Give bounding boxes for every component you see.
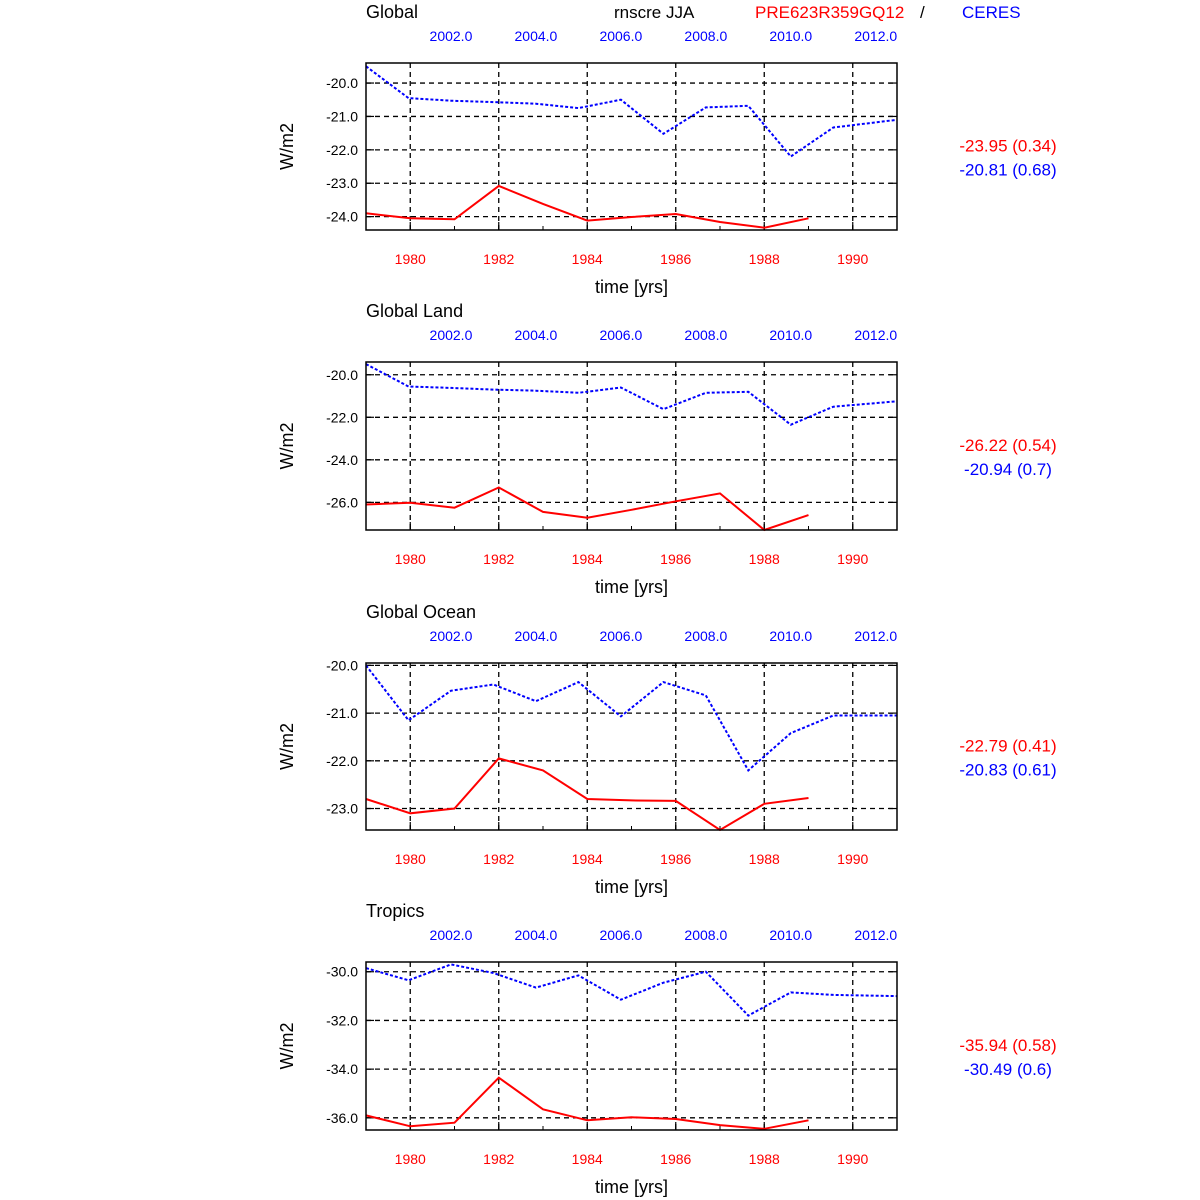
panel-title: Global Ocean [366, 602, 477, 622]
panel [277, 301, 1057, 597]
y-axis-label: W/m2 [277, 723, 297, 770]
top-tick-label: 2008.0 [684, 628, 728, 644]
panel [277, 2, 1057, 297]
y-tick-label: -22.0 [326, 141, 358, 158]
bottom-tick-label: 1990 [837, 1151, 869, 1167]
stats-obs: -20.83 (0.61) [959, 760, 1057, 780]
plot-frame [366, 962, 897, 1130]
top-tick-label: 2010.0 [769, 628, 813, 644]
y-axis-label: W/m2 [277, 1022, 297, 1070]
y-tick-label: -21.0 [326, 705, 358, 722]
bottom-tick-label: 1982 [483, 1151, 515, 1167]
x-axis-label: time [yrs] [594, 577, 669, 597]
panel-title: Global [366, 2, 419, 22]
top-tick-label: 2004.0 [514, 28, 558, 44]
bottom-tick-label: 1980 [394, 1151, 426, 1167]
top-tick-label: 2012.0 [854, 28, 898, 44]
top-tick-label: 2002.0 [429, 927, 473, 943]
top-tick-label: 2012.0 [854, 327, 898, 343]
stats-model: -26.22 (0.54) [959, 436, 1057, 455]
series-line-model [366, 1078, 809, 1129]
top-tick-label: 2004.0 [514, 927, 558, 943]
bottom-tick-label: 1980 [394, 551, 426, 567]
panels [277, 2, 1057, 1197]
bottom-tick-label: 1984 [571, 851, 603, 867]
y-axis-label: W/m2 [277, 422, 297, 470]
plot-frame [366, 663, 897, 830]
panel [277, 602, 1057, 897]
header-separator: / [920, 3, 925, 22]
y-axis-label: W/m2 [277, 123, 297, 170]
y-tick-label: -34.0 [326, 1061, 358, 1078]
y-tick-label: -20.0 [326, 657, 358, 674]
y-tick-label: -23.0 [326, 175, 358, 192]
top-tick-label: 2008.0 [684, 28, 728, 44]
top-tick-label: 2008.0 [684, 327, 728, 343]
bottom-tick-label: 1982 [483, 551, 515, 567]
y-tick-label: -20.0 [326, 75, 358, 92]
top-tick-label: 2002.0 [429, 28, 473, 44]
bottom-tick-label: 1984 [571, 251, 603, 267]
top-tick-label: 2006.0 [599, 628, 643, 644]
top-tick-label: 2006.0 [599, 28, 643, 44]
model-name-header: PRE623R359GQ12 [755, 3, 905, 22]
stats-obs: -20.81 (0.68) [959, 160, 1057, 180]
series-line-obs [366, 66, 897, 156]
bottom-tick-label: 1990 [837, 251, 869, 267]
top-tick-label: 2008.0 [684, 927, 728, 943]
panel [277, 901, 1057, 1197]
bottom-tick-label: 1988 [748, 251, 780, 267]
y-tick-label: -32.0 [326, 1012, 358, 1029]
y-tick-label: -24.0 [326, 208, 358, 225]
stats-obs: -20.94 (0.7) [964, 460, 1052, 479]
bottom-tick-label: 1982 [483, 851, 515, 867]
bottom-tick-label: 1990 [837, 851, 869, 867]
y-tick-label: -22.0 [326, 409, 358, 426]
bottom-tick-label: 1980 [394, 251, 426, 267]
series-line-obs [366, 665, 897, 770]
stats-obs: -30.49 (0.6) [964, 1060, 1052, 1079]
obs-name-header: CERES [962, 3, 1021, 22]
bottom-tick-label: 1986 [660, 1151, 692, 1167]
top-tick-label: 2004.0 [514, 628, 558, 644]
bottom-tick-label: 1988 [748, 551, 780, 567]
plot-frame [366, 63, 897, 230]
y-tick-label: -23.0 [326, 800, 358, 817]
bottom-tick-label: 1984 [571, 551, 603, 567]
top-tick-label: 2010.0 [769, 327, 813, 343]
top-tick-label: 2002.0 [429, 628, 473, 644]
panel-title: Tropics [366, 901, 425, 921]
stats-model: -23.95 (0.34) [959, 136, 1057, 156]
top-tick-label: 2010.0 [769, 28, 813, 44]
y-tick-label: -24.0 [326, 451, 358, 468]
y-tick-label: -22.0 [326, 752, 358, 769]
x-axis-label: time [yrs] [594, 877, 669, 897]
top-tick-label: 2006.0 [599, 327, 643, 343]
center-title: rnscre JJA [614, 3, 695, 22]
bottom-tick-label: 1984 [571, 1151, 603, 1167]
y-tick-label: -36.0 [326, 1109, 358, 1126]
top-tick-label: 2004.0 [514, 327, 558, 343]
top-tick-label: 2002.0 [429, 327, 473, 343]
y-tick-label: -30.0 [326, 963, 358, 980]
top-tick-label: 2012.0 [854, 628, 898, 644]
y-tick-label: -21.0 [326, 108, 358, 125]
bottom-tick-label: 1980 [394, 851, 426, 867]
top-tick-label: 2010.0 [769, 927, 813, 943]
bottom-tick-label: 1982 [483, 251, 515, 267]
stats-model: -22.79 (0.41) [959, 736, 1057, 756]
series-line-obs [366, 364, 897, 425]
top-tick-label: 2006.0 [599, 927, 643, 943]
panel-title: Global Land [366, 301, 464, 321]
x-axis-label: time [yrs] [594, 277, 669, 297]
bottom-tick-label: 1988 [748, 1151, 780, 1167]
stats-model: -35.94 (0.58) [959, 1036, 1057, 1055]
top-tick-label: 2012.0 [854, 927, 898, 943]
bottom-tick-label: 1990 [837, 551, 869, 567]
x-axis-label: time [yrs] [594, 1177, 669, 1197]
bottom-tick-label: 1986 [660, 551, 692, 567]
y-tick-label: -20.0 [326, 366, 358, 383]
y-tick-label: -26.0 [326, 494, 358, 511]
bottom-tick-label: 1986 [660, 251, 692, 267]
bottom-tick-label: 1988 [748, 851, 780, 867]
bottom-tick-label: 1986 [660, 851, 692, 867]
